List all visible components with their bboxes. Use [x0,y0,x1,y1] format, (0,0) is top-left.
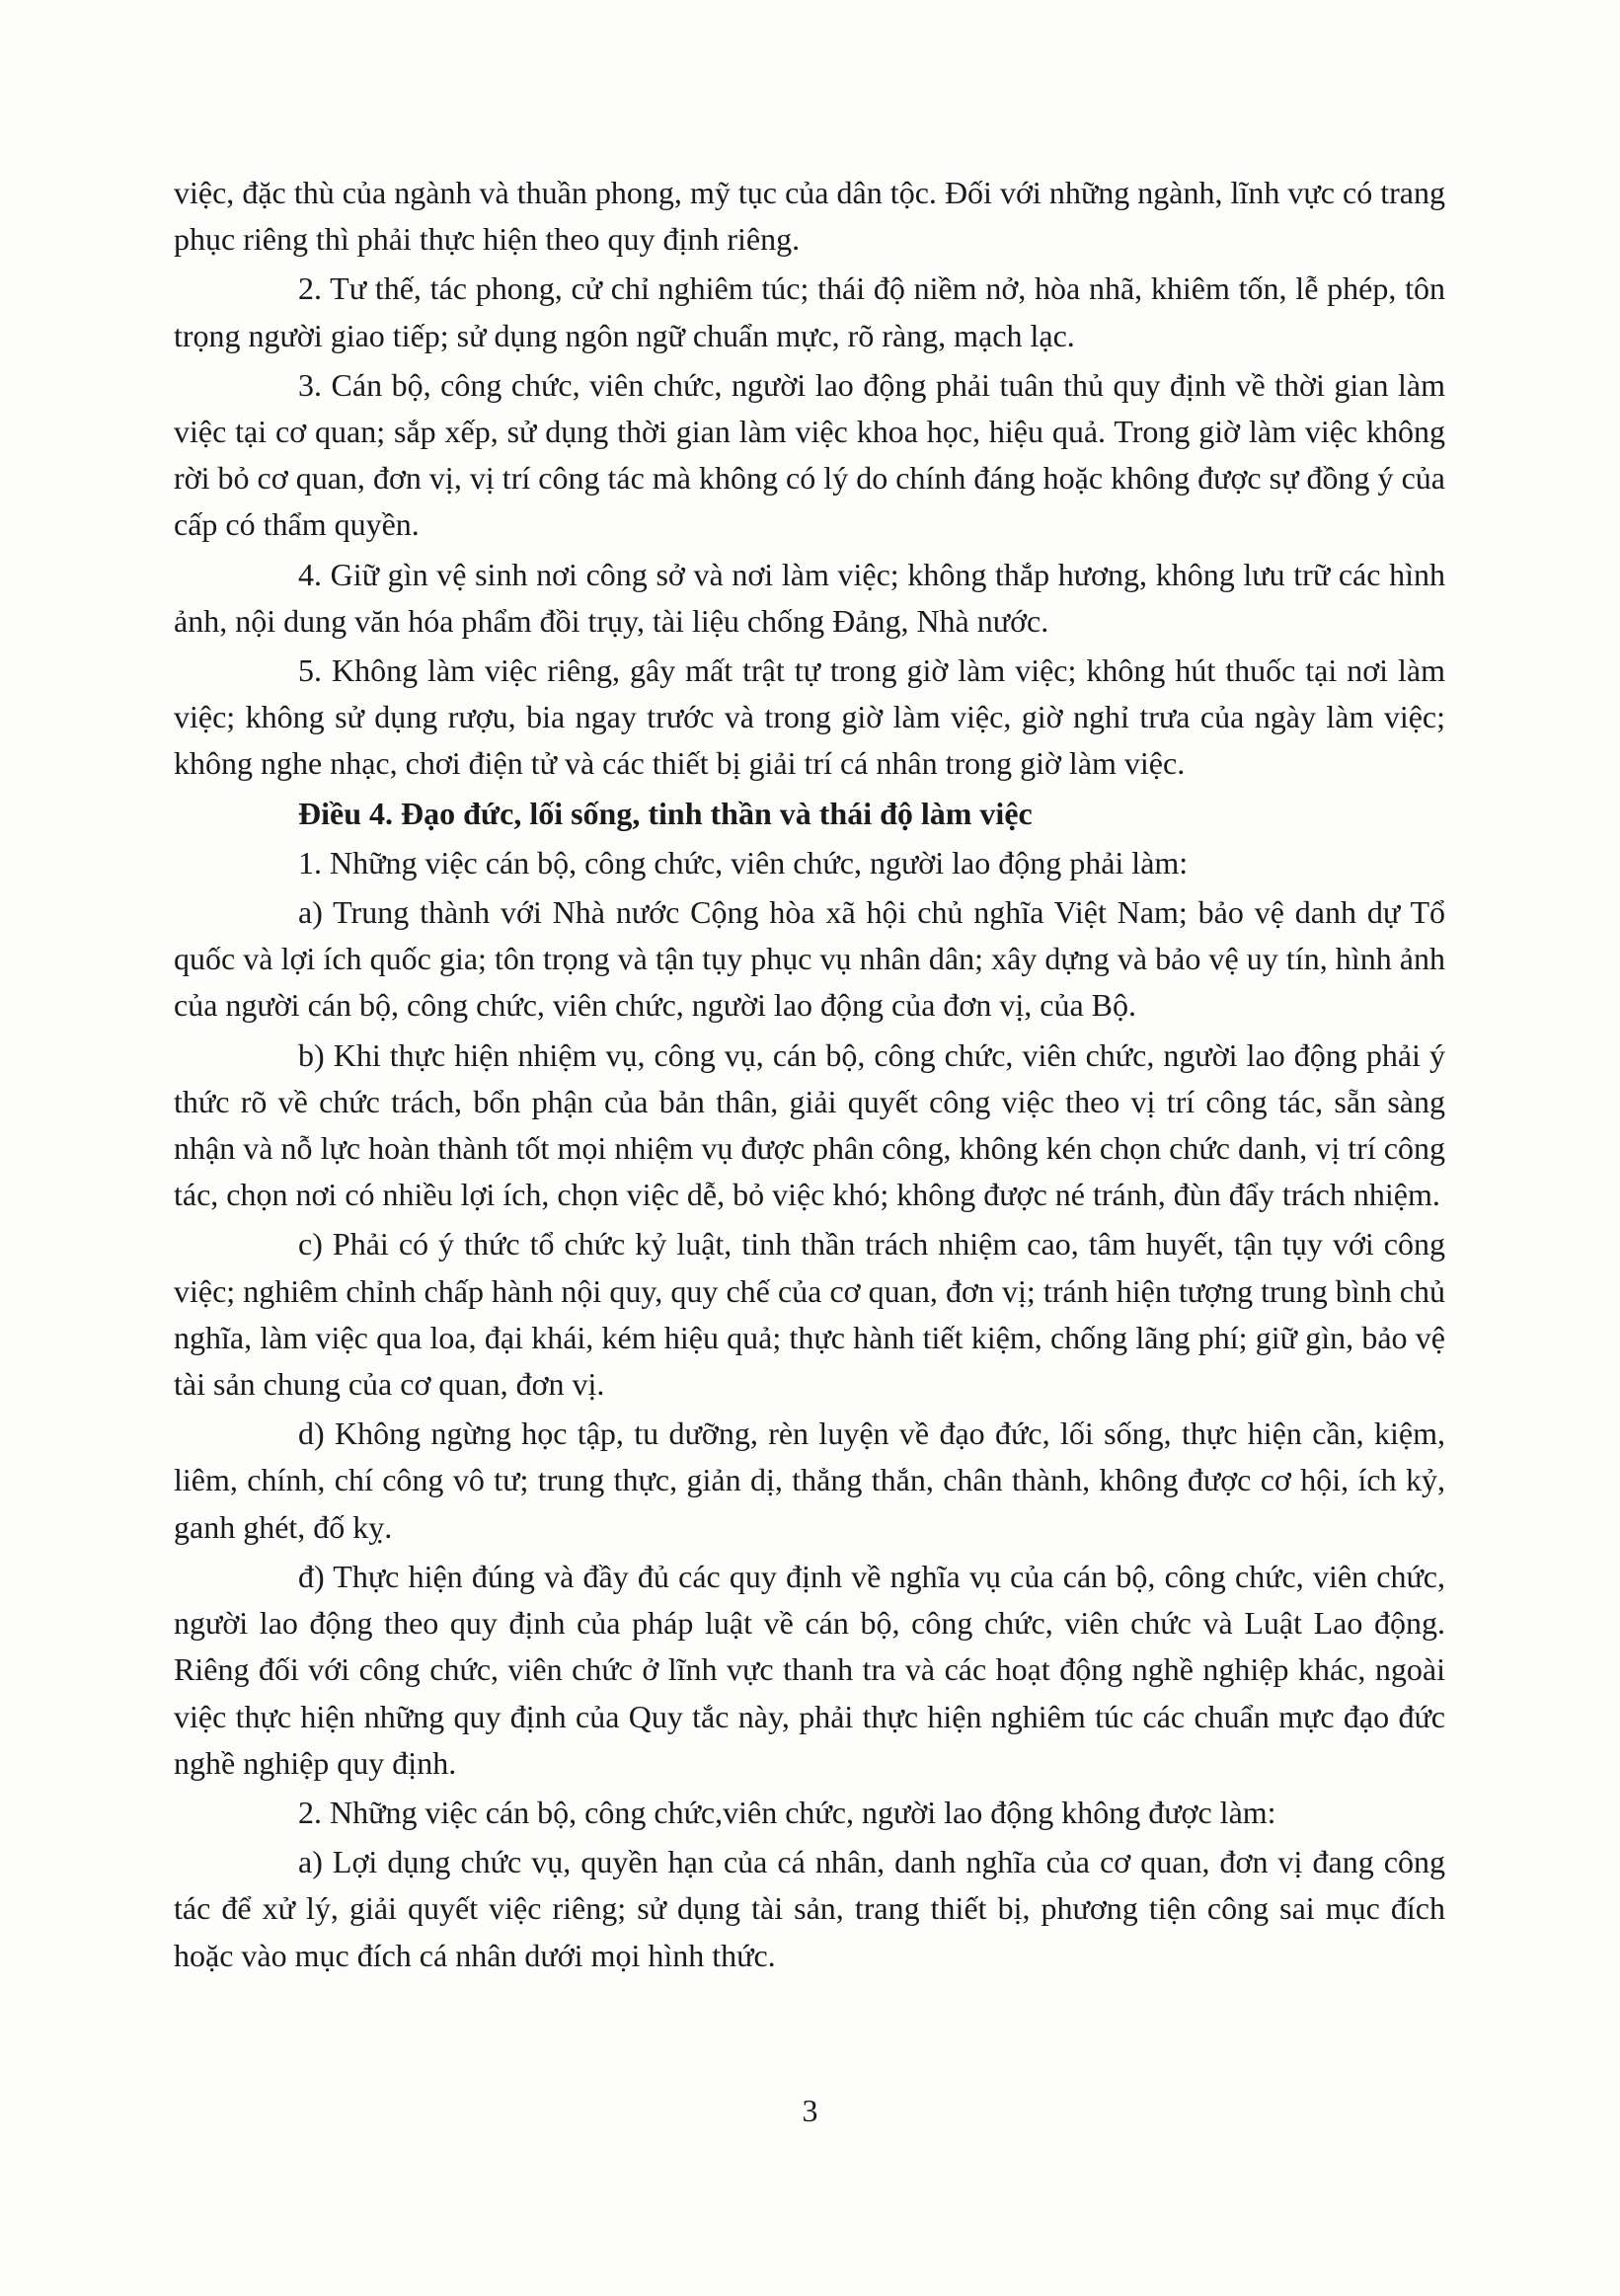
paragraph-section-2: 2. Những việc cán bộ, công chức,viên chức, người lao động không được làm: [298,1794,1276,1830]
paragraph-item-4: 4. Giữ gìn vệ sinh nơi công sở và nơi làm việc; không thắp hương, không lưu trữ các hình ảnh, nội dung văn hóa phẩm đồi trụy, tài liệu chống Đảng, Nhà nước. [174,556,1445,639]
paragraph-item-c: c) Phải có ý thức tổ chức kỷ luật, tinh thần trách nhiệm cao, tâm huyết, tận tụy với công việc; nghiêm chỉnh chấp hành nội quy, quy chế của cơ quan, đơn vị; tránh hiện tượng trung bình chủ nghĩa, làm việc qua loa, đại khái, kém hiệu quả; thực hành tiết kiệm, chống lãng phí; giữ gìn, bảo vệ tài sản chung của cơ quan, đơn vị. [174,1226,1445,1403]
paragraph-item-dd: đ) Thực hiện đúng và đầy đủ các quy định về nghĩa vụ của cán bộ, công chức, viên chức, người lao động theo quy định của pháp luật về cán bộ, công chức, viên chức và Luật Lao động. Riêng đối với công chức, viên chức ở lĩnh vực thanh tra và các hoạt động nghề nghiệp khác, ngoài việc thực hiện những quy định của Quy tắc này, phải thực hiện nghiêm túc các chuẩn mực đạo đức nghề nghiệp quy định. [174,1558,1445,1781]
paragraph-item-5: 5. Không làm việc riêng, gây mất trật tự trong giờ làm việc; không hút thuốc tại nơi làm việc; không sử dụng rượu, bia ngay trước và trong giờ làm việc, giờ nghỉ trưa của ngày làm việc; không nghe nhạc, chơi điện tử và các thiết bị giải trí cá nhân trong giờ làm việc. [174,652,1445,782]
article-4-heading: Điều 4. Đạo đức, lối sống, tinh thần và thái độ làm việc [298,795,1033,831]
paragraph-item-2: 2. Tư thế, tác phong, cử chỉ nghiêm túc; thái độ niềm nở, hòa nhã, khiêm tốn, lễ phép, tôn trọng người giao tiếp; sử dụng ngôn ngữ chuẩn mực, rõ ràng, mạch lạc. [174,270,1445,353]
paragraph-item-d: d) Không ngừng học tập, tu dưỡng, rèn luyện về đạo đức, lối sống, thực hiện cần, kiệm, liêm, chính, chí công vô tư; trung thực, giản dị, thẳng thắn, chân thành, không được cơ hội, ích kỷ, ganh ghét, đố kỵ. [174,1416,1445,1545]
paragraph-item-b: b) Khi thực hiện nhiệm vụ, công vụ, cán bộ, công chức, viên chức, người lao động phải ý thức rõ về chức trách, bổn phận của bản thân, giải quyết công việc theo vị trí công tác, sẵn sàng nhận và nỗ lực hoàn thành tốt mọi nhiệm vụ được phân công, không kén chọn chức danh, vị trí công tác, chọn nơi có nhiều lợi ích, chọn việc dễ, bỏ việc khó; không được né tránh, đùn đẩy trách nhiệm. [174,1036,1445,1213]
paragraph-item-a: a) Trung thành với Nhà nước Cộng hòa xã hội chủ nghĩa Việt Nam; bảo vệ danh dự Tổ quốc và lợi ích quốc gia; tôn trọng và tận tụy phục vụ nhân dân; xây dựng và bảo vệ uy tín, hình ảnh của người cán bộ, công chức, viên chức, người lao động của đơn vị, của Bộ. [174,894,1445,1024]
paragraph-item-a-2: a) Lợi dụng chức vụ, quyền hạn của cá nhân, danh nghĩa của cơ quan, đơn vị đang công tác để xử lý, giải quyết việc riêng; sử dụng tài sản, trang thiết bị, phương tiện công sai mục đích hoặc vào mục đích cá nhân dưới mọi hình thức. [174,1844,1445,1973]
paragraph-section-1: 1. Những việc cán bộ, công chức, viên chức, người lao động phải làm: [298,844,1189,880]
document-body [174,170,1445,1982]
paragraph-continuation: việc, đặc thù của ngành và thuần phong, mỹ tục của dân tộc. Đối với những ngành, lĩnh vực có trang phục riêng thì phải thực hiện theo quy định riêng. [174,175,1445,258]
paragraph-item-3: 3. Cán bộ, công chức, viên chức, người lao động phải tuân thủ quy định về thời gian làm việc tại cơ quan; sắp xếp, sử dụng thời gian làm việc khoa học, hiệu quả. Trong giờ làm việc không rời bỏ cơ quan, đơn vị, vị trí công tác mà không có lý do chính đáng hoặc không được sự đồng ý của cấp có thẩm quyền. [174,366,1445,543]
page-number: 3 [802,2093,818,2128]
